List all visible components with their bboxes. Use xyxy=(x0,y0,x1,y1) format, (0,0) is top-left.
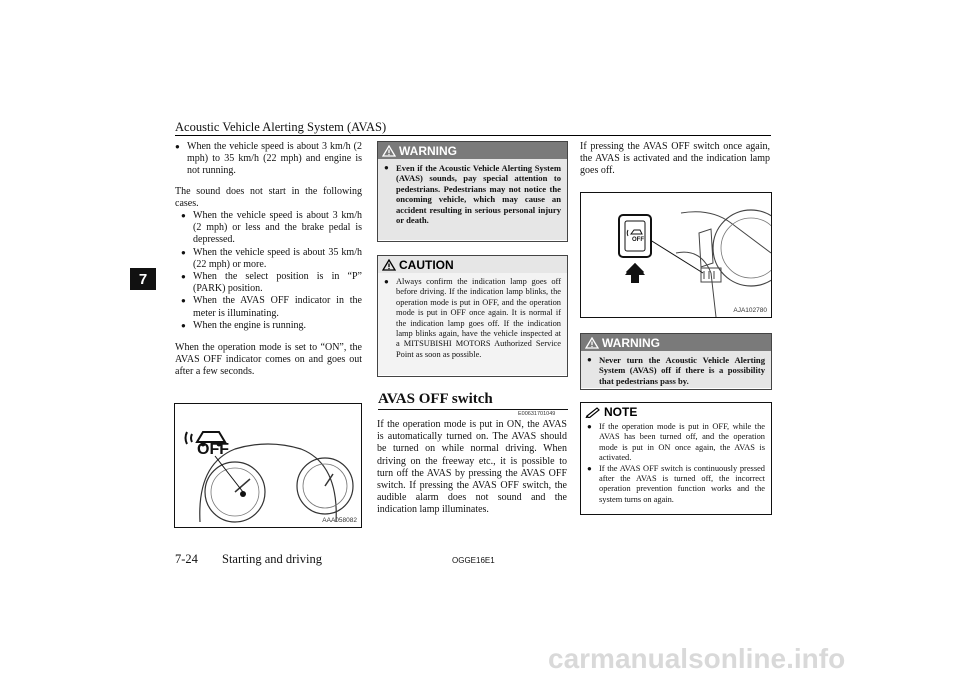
switch-illustration xyxy=(581,193,771,317)
chapter-tab: 7 xyxy=(130,268,156,290)
note-header: NOTE xyxy=(581,403,771,420)
bullet-icon: ● xyxy=(181,272,186,282)
paragraph: When the operation mode is set to “ON”, the AVAS OFF indicator comes on and goes out after a few seconds. xyxy=(175,342,362,378)
section-rule xyxy=(378,409,568,410)
figure-code: AAA058082 xyxy=(322,517,357,524)
warning-body: ● Never turn the Acoustic Vehicle Alerting System (AVAS) off if there is a possibility that pedestrians pass by. xyxy=(581,351,771,388)
list-item: ● When the vehicle speed is about 3 km/h (2 mph) to 35 km/h (22 mph) and engine is not running. xyxy=(175,141,362,177)
list-item: ● When the engine is running. xyxy=(181,319,307,331)
bullet-icon: ● xyxy=(587,422,592,431)
warning-triangle-icon xyxy=(585,337,599,349)
bullet-icon: ● xyxy=(181,320,186,330)
list-item: ● When the AVAS OFF indicator in the meter is illuminating. xyxy=(181,295,362,319)
footer-code: OGGE16E1 xyxy=(452,556,495,565)
page-number: 7-24 xyxy=(175,552,198,566)
note-box xyxy=(580,402,772,515)
warning-body: ● Even if the Acoustic Vehicle Alerting System (AVAS) sounds, pay special attention to pedestrians. Pedestrians may not notice the oncoming vehicle, which may cause an accident resulting in serious personal injury or death. xyxy=(378,159,567,240)
caution-box xyxy=(377,255,568,377)
bullet-icon: ● xyxy=(181,211,186,221)
bullet-icon: ● xyxy=(384,277,389,286)
caution-body: ● Always confirm the indication lamp goes off before driving. If the indication lamp blinks, the operation mode is put in OFF, and the operation mode is put in OFF once again. It is normal if the indication lamp goes off. If the indication lamp blinks again, have the vehicle inspected at a MITSUBISHI MOTORS Authorized Service Point as soon as possible. xyxy=(378,273,567,375)
meter-illustration xyxy=(175,404,361,527)
running-header: Acoustic Vehicle Alerting System (AVAS) xyxy=(175,120,387,134)
list-item: ● If the operation mode is put in OFF, while the AVAS has been turned off, and the operation mode is put in ON once again, the AVAS is activated. xyxy=(587,422,765,463)
note-body xyxy=(581,420,771,510)
warning-triangle-icon xyxy=(382,145,396,157)
paragraph: The sound does not start in the following cases. xyxy=(175,185,362,209)
caution-triangle-icon xyxy=(382,259,396,271)
list-item: ● When the vehicle speed is about 35 km/h (22 mph) or more. xyxy=(181,246,362,270)
paragraph: If pressing the AVAS OFF switch once again, the AVAS is activated and the indication lamp goes off. xyxy=(580,141,770,177)
column-1 xyxy=(175,141,362,379)
caution-header: CAUTION xyxy=(378,256,567,273)
bullet-icon: ● xyxy=(181,296,186,306)
bullet-icon: ● xyxy=(181,247,186,257)
header-rule xyxy=(175,135,771,136)
meter-figure xyxy=(174,403,362,528)
watermark: carmanualsonline.info xyxy=(548,643,846,674)
bullet-icon: ● xyxy=(384,163,389,172)
switch-off-label: OFF xyxy=(632,237,644,243)
bullet-icon: ● xyxy=(175,142,180,151)
section-paragraph: If the operation mode is put in ON, the AVAS is automatically turned on. The AVAS should be turned on while normal driving. When driving on the freeway etc., it is possible to turn off the AVAS by pressing the AVAS OFF switch. If pressing the AVAS OFF switch, the audible alarm does not sound and the indication lamp illuminates. xyxy=(377,419,567,516)
warning-header: WARNING xyxy=(378,142,567,159)
list-item: ● If the AVAS OFF switch is continuously pressed after the AVAS is turned off, the incorrect operation prevention function works and the system turns on again. xyxy=(587,463,765,504)
footer-section: Starting and driving xyxy=(222,552,322,566)
bullet-icon: ● xyxy=(587,355,592,364)
switch-figure xyxy=(580,192,772,318)
warning-box xyxy=(377,141,568,242)
list-item: ● When the select position is in “P” (PARK) position. xyxy=(181,271,362,295)
section-title: AVAS OFF switch xyxy=(378,391,493,407)
warning-header: WARNING xyxy=(581,334,771,351)
figure-code: AJA102780 xyxy=(733,307,767,314)
list-item: ● When the vehicle speed is about 3 km/h (2 mph) or less and the brake pedal is depressed. xyxy=(181,210,362,246)
off-label: OFF xyxy=(197,441,229,458)
section-code: E00631701049 xyxy=(518,411,556,417)
warning-box-2 xyxy=(580,333,772,390)
note-pencil-icon xyxy=(585,406,601,418)
bullet-icon: ● xyxy=(587,463,592,473)
bullet-list xyxy=(175,210,362,332)
